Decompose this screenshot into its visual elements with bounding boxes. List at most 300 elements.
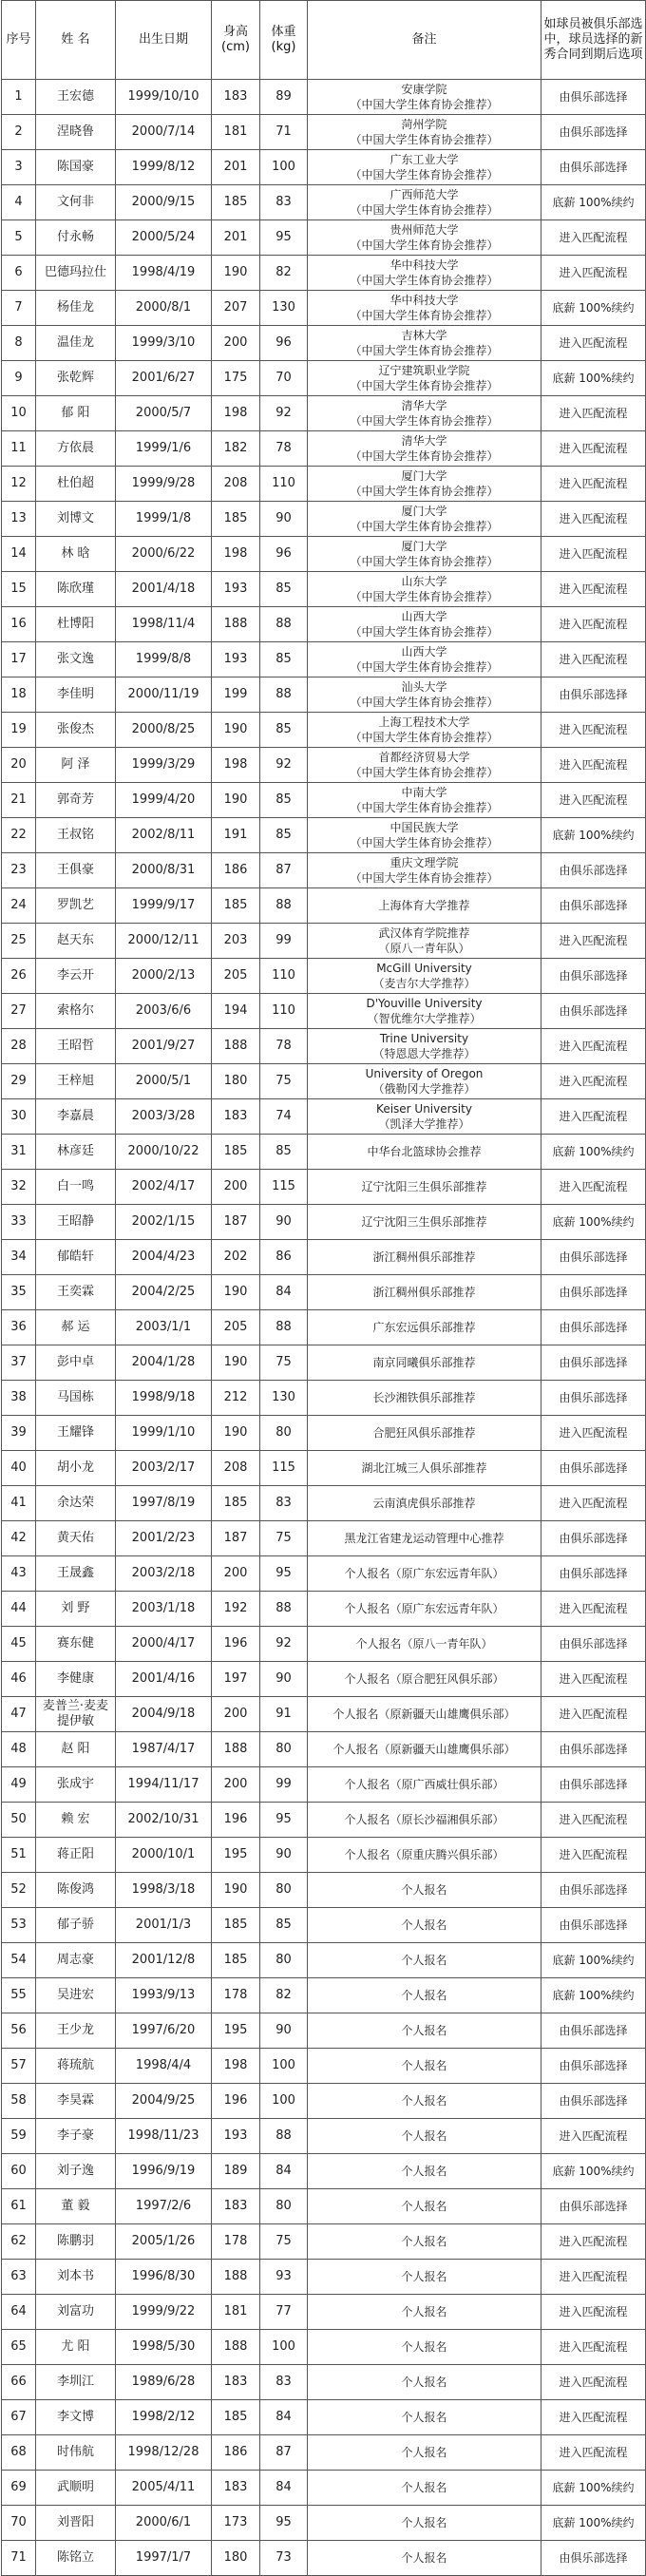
note-line: 个人报名 bbox=[401, 2446, 447, 2459]
cell-weight: 78 bbox=[260, 431, 308, 467]
note-line: 个人报名（原新疆天山雄鹰俱乐部） bbox=[332, 1708, 516, 1721]
cell-option: 底薪 100%续约 bbox=[542, 2471, 646, 2506]
cell-idx: 4 bbox=[2, 185, 36, 220]
cell-idx: 62 bbox=[2, 2224, 36, 2260]
cell-option: 由俱乐部选择 bbox=[542, 1310, 646, 1345]
table-row bbox=[2, 748, 646, 783]
cell-note bbox=[308, 467, 542, 502]
cell-note bbox=[308, 185, 542, 220]
cell-option: 进入匹配流程 bbox=[542, 467, 646, 502]
cell-name: 刘子逸 bbox=[36, 2154, 116, 2189]
cell-name: 刘 野 bbox=[36, 1592, 116, 1627]
note-line: 中华台北篮球协会推荐 bbox=[367, 1145, 482, 1158]
table-row bbox=[2, 1029, 646, 1064]
cell-height: 175 bbox=[212, 361, 260, 396]
cell-height: 202 bbox=[212, 1240, 260, 1275]
table-row bbox=[2, 2154, 646, 2189]
cell-weight: 92 bbox=[260, 748, 308, 783]
cell-weight: 75 bbox=[260, 1064, 308, 1099]
note-line: （中国大学生体育协会推荐） bbox=[350, 520, 499, 533]
cell-note bbox=[308, 2330, 542, 2365]
table-row bbox=[2, 959, 646, 994]
cell-idx: 19 bbox=[2, 713, 36, 748]
cell-birth: 2002/10/31 bbox=[116, 1803, 212, 1838]
cell-option: 由俱乐部选择 bbox=[542, 1627, 646, 1662]
cell-height: 178 bbox=[212, 2224, 260, 2260]
cell-weight: 83 bbox=[260, 185, 308, 220]
note-line: 广东工业大学 bbox=[390, 153, 459, 166]
note-line: （中国大学生体育协会推荐） bbox=[350, 696, 499, 709]
cell-height: 193 bbox=[212, 642, 260, 677]
cell-note bbox=[308, 256, 542, 291]
cell-name: 李佳明 bbox=[36, 677, 116, 713]
note-line: 个人报名（原广东宏远青年队） bbox=[344, 1602, 504, 1615]
cell-note bbox=[308, 220, 542, 256]
cell-idx: 8 bbox=[2, 326, 36, 361]
cell-idx: 55 bbox=[2, 1978, 36, 2013]
cell-idx: 30 bbox=[2, 1099, 36, 1135]
note-line: 个人报名 bbox=[401, 2165, 447, 2178]
note-line: 个人报名 bbox=[401, 1954, 447, 1967]
note-line: （中国大学生体育协会推荐） bbox=[350, 731, 499, 744]
cell-name: 罗凯艺 bbox=[36, 888, 116, 924]
cell-weight: 80 bbox=[260, 1873, 308, 1908]
cell-name: 郁子骄 bbox=[36, 1908, 116, 1943]
cell-note bbox=[308, 396, 542, 431]
cell-birth: 2000/10/1 bbox=[116, 1838, 212, 1873]
header-height-label: 身高 bbox=[222, 25, 248, 39]
cell-height: 188 bbox=[212, 1029, 260, 1064]
cell-height: 188 bbox=[212, 1732, 260, 1767]
cell-height: 185 bbox=[212, 1943, 260, 1978]
cell-weight: 73 bbox=[260, 2541, 308, 2576]
cell-weight: 95 bbox=[260, 1556, 308, 1592]
table-row bbox=[2, 1416, 646, 1451]
cell-option: 由俱乐部选择 bbox=[542, 1451, 646, 1486]
note-line: （中国大学生体育协会推荐） bbox=[350, 274, 499, 287]
cell-birth: 2003/2/18 bbox=[116, 1556, 212, 1592]
cell-idx: 16 bbox=[2, 607, 36, 642]
cell-idx: 63 bbox=[2, 2260, 36, 2295]
cell-height: 197 bbox=[212, 1662, 260, 1697]
header-height-unit: (cm) bbox=[221, 40, 250, 54]
cell-idx: 34 bbox=[2, 1240, 36, 1275]
cell-weight: 88 bbox=[260, 888, 308, 924]
cell-weight: 84 bbox=[260, 2154, 308, 2189]
cell-idx: 44 bbox=[2, 1592, 36, 1627]
cell-name: 杨佳龙 bbox=[36, 291, 116, 326]
cell-option: 底薪 100%续约 bbox=[542, 1135, 646, 1170]
table-row bbox=[2, 502, 646, 537]
note-line: 中南大学 bbox=[401, 786, 447, 799]
cell-option: 由俱乐部选择 bbox=[542, 2013, 646, 2049]
cell-birth: 1999/1/8 bbox=[116, 502, 212, 537]
cell-note bbox=[308, 1556, 542, 1592]
cell-birth: 2004/2/25 bbox=[116, 1275, 212, 1310]
cell-height: 203 bbox=[212, 924, 260, 959]
note-line: 华中科技大学 bbox=[390, 294, 459, 307]
cell-height: 185 bbox=[212, 502, 260, 537]
cell-option: 进入匹配流程 bbox=[542, 1029, 646, 1064]
cell-idx: 40 bbox=[2, 1451, 36, 1486]
note-line: 个人报名 bbox=[401, 2270, 447, 2283]
cell-birth: 2000/5/1 bbox=[116, 1064, 212, 1099]
cell-height: 196 bbox=[212, 2084, 260, 2119]
cell-note bbox=[308, 1732, 542, 1767]
cell-option: 进入匹配流程 bbox=[542, 537, 646, 572]
cell-idx: 37 bbox=[2, 1345, 36, 1381]
cell-option: 由俱乐部选择 bbox=[542, 888, 646, 924]
cell-birth: 1993/9/13 bbox=[116, 1978, 212, 2013]
cell-name: 刘晋阳 bbox=[36, 2506, 116, 2541]
cell-option: 进入匹配流程 bbox=[542, 396, 646, 431]
cell-idx: 52 bbox=[2, 1873, 36, 1908]
cell-weight: 100 bbox=[260, 2330, 308, 2365]
cell-birth: 2004/9/25 bbox=[116, 2084, 212, 2119]
cell-option: 底薪 100%续约 bbox=[542, 291, 646, 326]
cell-idx: 60 bbox=[2, 2154, 36, 2189]
cell-height: 185 bbox=[212, 1135, 260, 1170]
cell-weight: 74 bbox=[260, 1099, 308, 1135]
note-line: 合肥狂风俱乐部推荐 bbox=[372, 1426, 476, 1440]
cell-note bbox=[308, 713, 542, 748]
cell-weight: 77 bbox=[260, 2295, 308, 2330]
cell-idx: 54 bbox=[2, 1943, 36, 1978]
table-row bbox=[2, 326, 646, 361]
table-row bbox=[2, 2365, 646, 2400]
cell-option: 由俱乐部选择 bbox=[542, 2189, 646, 2224]
cell-idx: 2 bbox=[2, 115, 36, 150]
cell-option: 底薪 100%续约 bbox=[542, 185, 646, 220]
cell-option: 由俱乐部选择 bbox=[542, 1767, 646, 1803]
cell-idx: 29 bbox=[2, 1064, 36, 1099]
table-row bbox=[2, 1697, 646, 1732]
cell-note bbox=[308, 642, 542, 677]
cell-name: 周志豪 bbox=[36, 1943, 116, 1978]
cell-option: 进入匹配流程 bbox=[542, 713, 646, 748]
header-weight-unit: (kg) bbox=[271, 40, 296, 54]
cell-option: 进入匹配流程 bbox=[542, 2119, 646, 2154]
cell-note bbox=[308, 1275, 542, 1310]
cell-height: 183 bbox=[212, 2471, 260, 2506]
cell-height: 183 bbox=[212, 80, 260, 115]
note-line: （特恩恩大学推荐） bbox=[372, 1047, 476, 1060]
note-line: （中国大学生体育协会推荐） bbox=[350, 625, 499, 639]
table-row bbox=[2, 291, 646, 326]
cell-height: 182 bbox=[212, 431, 260, 467]
cell-height: 188 bbox=[212, 2260, 260, 2295]
cell-birth: 2001/2/23 bbox=[116, 1521, 212, 1556]
cell-height: 194 bbox=[212, 994, 260, 1029]
cell-weight: 90 bbox=[260, 1205, 308, 1240]
table-row bbox=[2, 1275, 646, 1310]
note-line: 个人报名 bbox=[401, 2094, 447, 2108]
cell-note bbox=[308, 1345, 542, 1381]
cell-height: 181 bbox=[212, 115, 260, 150]
cell-birth: 1999/1/6 bbox=[116, 431, 212, 467]
cell-height: 200 bbox=[212, 1170, 260, 1205]
cell-note bbox=[308, 1838, 542, 1873]
cell-weight: 80 bbox=[260, 1732, 308, 1767]
cell-option: 由俱乐部选择 bbox=[542, 1275, 646, 1310]
note-line: 山东大学 bbox=[401, 575, 447, 588]
note-line: 山西大学 bbox=[401, 645, 447, 658]
cell-note bbox=[308, 2224, 542, 2260]
note-line: 南京同曦俱乐部推荐 bbox=[372, 1356, 476, 1369]
cell-height: 207 bbox=[212, 291, 260, 326]
cell-idx: 25 bbox=[2, 924, 36, 959]
note-line: （智优维尔大学推荐） bbox=[367, 1012, 482, 1025]
note-line: 个人报名（原重庆腾兴俱乐部） bbox=[344, 1848, 504, 1861]
note-line: 个人报名 bbox=[401, 2411, 447, 2424]
note-line: 个人报名 bbox=[401, 2516, 447, 2529]
cell-birth: 1997/8/19 bbox=[116, 1486, 212, 1521]
cell-option: 进入匹配流程 bbox=[542, 431, 646, 467]
cell-height: 205 bbox=[212, 1310, 260, 1345]
table-row bbox=[2, 1240, 646, 1275]
cell-weight: 130 bbox=[260, 1381, 308, 1416]
cell-name: 赖 宏 bbox=[36, 1803, 116, 1838]
cell-name: 巴德玛拉仕 bbox=[36, 256, 116, 291]
note-line: （中国大学生体育协会推荐） bbox=[350, 836, 499, 849]
cell-birth: 2003/6/6 bbox=[116, 994, 212, 1029]
cell-height: 205 bbox=[212, 959, 260, 994]
cell-name: 蒋琉航 bbox=[36, 2049, 116, 2084]
note-line: 辽宁沈阳三生俱乐部推荐 bbox=[361, 1180, 487, 1193]
cell-option: 由俱乐部选择 bbox=[542, 1556, 646, 1592]
cell-birth: 2004/4/23 bbox=[116, 1240, 212, 1275]
table-row bbox=[2, 2471, 646, 2506]
cell-weight: 93 bbox=[260, 2260, 308, 2295]
cell-name: 赵 阳 bbox=[36, 1732, 116, 1767]
cell-height: 183 bbox=[212, 2365, 260, 2400]
table-row bbox=[2, 1310, 646, 1345]
table-row bbox=[2, 185, 646, 220]
cell-idx: 6 bbox=[2, 256, 36, 291]
cell-idx: 70 bbox=[2, 2506, 36, 2541]
cell-option: 由俱乐部选择 bbox=[542, 1240, 646, 1275]
cell-weight: 95 bbox=[260, 1803, 308, 1838]
note-line: 华中科技大学 bbox=[390, 258, 459, 272]
cell-option: 由俱乐部选择 bbox=[542, 677, 646, 713]
cell-weight: 85 bbox=[260, 818, 308, 853]
cell-height: 199 bbox=[212, 677, 260, 713]
cell-weight: 85 bbox=[260, 572, 308, 607]
cell-note bbox=[308, 1873, 542, 1908]
cell-option: 进入匹配流程 bbox=[542, 607, 646, 642]
table-row bbox=[2, 1556, 646, 1592]
table-row bbox=[2, 396, 646, 431]
table-row bbox=[2, 783, 646, 818]
cell-note bbox=[308, 1381, 542, 1416]
table-row bbox=[2, 220, 646, 256]
cell-name: 陈铭立 bbox=[36, 2541, 116, 2576]
cell-option: 由俱乐部选择 bbox=[542, 1381, 646, 1416]
cell-option: 进入匹配流程 bbox=[542, 2365, 646, 2400]
header-weight bbox=[260, 1, 308, 80]
table-row bbox=[2, 2295, 646, 2330]
cell-option: 进入匹配流程 bbox=[542, 2260, 646, 2295]
cell-weight: 75 bbox=[260, 2224, 308, 2260]
cell-weight: 100 bbox=[260, 150, 308, 185]
cell-birth: 2003/1/18 bbox=[116, 1592, 212, 1627]
cell-height: 190 bbox=[212, 256, 260, 291]
cell-birth: 1999/9/28 bbox=[116, 467, 212, 502]
cell-weight: 78 bbox=[260, 1029, 308, 1064]
cell-name: 王晟鑫 bbox=[36, 1556, 116, 1592]
table-row bbox=[2, 1381, 646, 1416]
table-row bbox=[2, 467, 646, 502]
note-line: 辽宁建筑职业学院 bbox=[378, 364, 470, 377]
table-row bbox=[2, 1908, 646, 1943]
note-line: 菏州学院 bbox=[401, 118, 447, 131]
cell-weight: 85 bbox=[260, 1135, 308, 1170]
cell-weight: 75 bbox=[260, 1521, 308, 1556]
cell-height: 189 bbox=[212, 2154, 260, 2189]
cell-name: 陈国豪 bbox=[36, 150, 116, 185]
table-row bbox=[2, 677, 646, 713]
cell-height: 212 bbox=[212, 1381, 260, 1416]
cell-option: 由俱乐部选择 bbox=[542, 1732, 646, 1767]
cell-weight: 70 bbox=[260, 361, 308, 396]
cell-height: 200 bbox=[212, 1767, 260, 1803]
cell-name: 白一鸣 bbox=[36, 1170, 116, 1205]
cell-note bbox=[308, 537, 542, 572]
cell-weight: 99 bbox=[260, 924, 308, 959]
cell-note bbox=[308, 1521, 542, 1556]
cell-name: 王昭哲 bbox=[36, 1029, 116, 1064]
cell-note bbox=[308, 572, 542, 607]
cell-option: 由俱乐部选择 bbox=[542, 1908, 646, 1943]
table-row bbox=[2, 2084, 646, 2119]
cell-birth: 2000/8/25 bbox=[116, 713, 212, 748]
cell-name: 王昭静 bbox=[36, 1205, 116, 1240]
cell-height: 181 bbox=[212, 2295, 260, 2330]
cell-height: 186 bbox=[212, 853, 260, 888]
cell-height: 187 bbox=[212, 1521, 260, 1556]
cell-birth: 1998/5/30 bbox=[116, 2330, 212, 2365]
cell-name: 郁皓轩 bbox=[36, 1240, 116, 1275]
cell-weight: 91 bbox=[260, 1697, 308, 1732]
cell-idx: 32 bbox=[2, 1170, 36, 1205]
cell-height: 173 bbox=[212, 2506, 260, 2541]
cell-option: 进入匹配流程 bbox=[542, 572, 646, 607]
cell-birth: 2000/12/11 bbox=[116, 924, 212, 959]
cell-name: 张乾辉 bbox=[36, 361, 116, 396]
cell-birth: 2003/3/28 bbox=[116, 1099, 212, 1135]
cell-option: 底薪 100%续约 bbox=[542, 361, 646, 396]
cell-idx: 58 bbox=[2, 2084, 36, 2119]
cell-idx: 64 bbox=[2, 2295, 36, 2330]
note-line: 辽宁沈阳三生俱乐部推荐 bbox=[361, 1215, 487, 1229]
cell-name: 阿 泽 bbox=[36, 748, 116, 783]
cell-height: 198 bbox=[212, 396, 260, 431]
cell-note bbox=[308, 994, 542, 1029]
cell-idx: 61 bbox=[2, 2189, 36, 2224]
cell-option: 底薪 100%续约 bbox=[542, 2506, 646, 2541]
cell-weight: 87 bbox=[260, 2435, 308, 2471]
cell-name: 李昊霖 bbox=[36, 2084, 116, 2119]
cell-note bbox=[308, 607, 542, 642]
cell-option: 进入匹配流程 bbox=[542, 1416, 646, 1451]
cell-option: 由俱乐部选择 bbox=[542, 150, 646, 185]
cell-birth: 2003/2/17 bbox=[116, 1451, 212, 1486]
cell-name: 王俱豪 bbox=[36, 853, 116, 888]
cell-idx: 10 bbox=[2, 396, 36, 431]
table-row bbox=[2, 924, 646, 959]
cell-note bbox=[308, 783, 542, 818]
cell-name: 陈鹏羽 bbox=[36, 2224, 116, 2260]
cell-note bbox=[308, 1416, 542, 1451]
cell-height: 200 bbox=[212, 326, 260, 361]
note-line: （中国大学生体育协会推荐） bbox=[350, 766, 499, 779]
table-row bbox=[2, 1064, 646, 1099]
cell-weight: 85 bbox=[260, 1908, 308, 1943]
cell-note bbox=[308, 853, 542, 888]
note-line: 个人报名 bbox=[401, 2551, 447, 2565]
cell-weight: 84 bbox=[260, 2400, 308, 2435]
note-line: 清华大学 bbox=[401, 399, 447, 412]
cell-name: 黄天佑 bbox=[36, 1521, 116, 1556]
cell-note bbox=[308, 1240, 542, 1275]
cell-height: 190 bbox=[212, 713, 260, 748]
cell-birth: 2001/9/27 bbox=[116, 1029, 212, 1064]
cell-name: 索格尔 bbox=[36, 994, 116, 1029]
cell-birth: 1987/4/17 bbox=[116, 1732, 212, 1767]
note-line: （中国大学生体育协会推荐） bbox=[350, 344, 499, 357]
cell-name: 王奕霖 bbox=[36, 1275, 116, 1310]
cell-note bbox=[308, 959, 542, 994]
cell-idx: 13 bbox=[2, 502, 36, 537]
cell-weight: 88 bbox=[260, 1592, 308, 1627]
cell-note bbox=[308, 888, 542, 924]
note-line: McGill University bbox=[376, 962, 472, 975]
note-line: （中国大学生体育协会推荐） bbox=[350, 801, 499, 814]
table-row bbox=[2, 2260, 646, 2295]
cell-height: 190 bbox=[212, 1275, 260, 1310]
table-row bbox=[2, 1592, 646, 1627]
cell-name: 陈欣瑾 bbox=[36, 572, 116, 607]
cell-birth: 1998/11/23 bbox=[116, 2119, 212, 2154]
note-line: D'Youville University bbox=[366, 997, 483, 1010]
cell-weight: 84 bbox=[260, 1275, 308, 1310]
cell-idx: 21 bbox=[2, 783, 36, 818]
cell-note bbox=[308, 1310, 542, 1345]
cell-note bbox=[308, 431, 542, 467]
cell-idx: 11 bbox=[2, 431, 36, 467]
cell-option: 进入匹配流程 bbox=[542, 1486, 646, 1521]
note-line: 个人报名 bbox=[401, 2059, 447, 2072]
cell-note bbox=[308, 2084, 542, 2119]
cell-birth: 1999/9/22 bbox=[116, 2295, 212, 2330]
cell-option: 进入匹配流程 bbox=[542, 1662, 646, 1697]
cell-option: 由俱乐部选择 bbox=[542, 959, 646, 994]
note-line: 武汉体育学院推荐 bbox=[378, 926, 470, 940]
cell-note bbox=[308, 1486, 542, 1521]
cell-option: 进入匹配流程 bbox=[542, 2295, 646, 2330]
cell-birth: 2002/4/17 bbox=[116, 1170, 212, 1205]
table-row bbox=[2, 150, 646, 185]
cell-idx: 1 bbox=[2, 80, 36, 115]
cell-option: 进入匹配流程 bbox=[542, 1064, 646, 1099]
table-row bbox=[2, 2435, 646, 2471]
cell-option: 底薪 100%续约 bbox=[542, 818, 646, 853]
header-option: 如球员被俱乐部选中，球员选择的新秀合同到期后选项 bbox=[542, 1, 646, 80]
cell-birth: 1999/3/10 bbox=[116, 326, 212, 361]
cell-idx: 67 bbox=[2, 2400, 36, 2435]
cell-weight: 110 bbox=[260, 994, 308, 1029]
cell-height: 208 bbox=[212, 1451, 260, 1486]
